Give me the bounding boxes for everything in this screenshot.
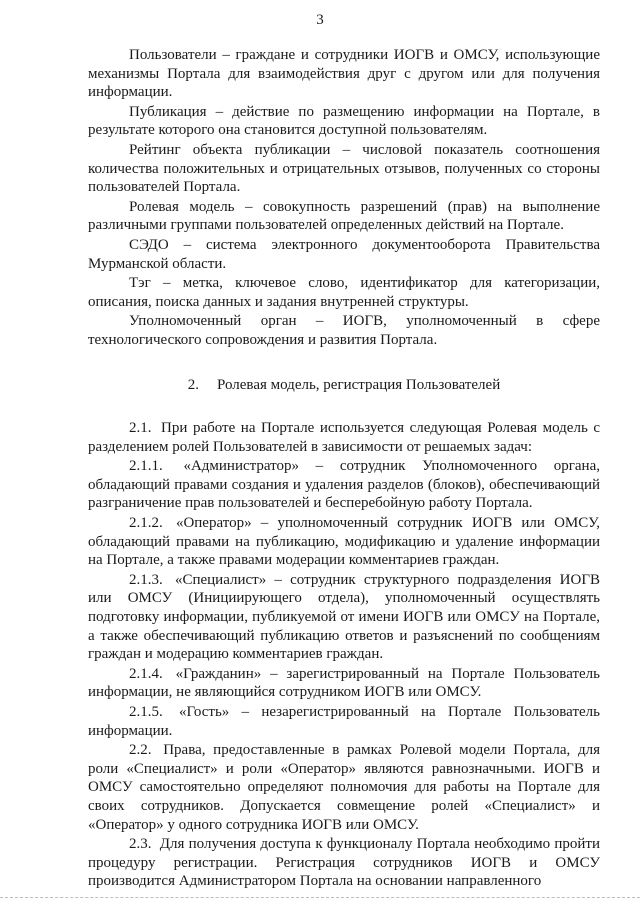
clause-paragraph: [88, 457, 600, 513]
definition-paragraph: Пользователи – граждане и сотрудники ИОГВ и ОМСУ, использующие механизмы Портала для взаимодействия друг с другом или для получения информации.: [88, 47, 600, 101]
clause-number: 2.1.: [129, 420, 152, 437]
clause-number: 2.1.5.: [129, 704, 163, 720]
definition-paragraph: Тэг – метка, ключевое слово, идентификатор для категоризации, описания, поиска данных и задания внутренней структуры.: [88, 275, 600, 310]
clause-text: «Оператор» – уполномоченный сотрудник ИОГВ или ОМСУ, обладающий правами на публикацию, модификацию и удаление информации на Портале, а также правами модерации комментариев граждан.: [88, 515, 601, 569]
definition-paragraph: Уполномоченный орган – ИОГВ, уполномоченный в сфере технологического сопровождения и развития Портала.: [88, 313, 600, 348]
clause-paragraph: [88, 571, 600, 664]
clause-text: «Гражданин» – зарегистрированный на Портале Пользователь информации, не являющийся сотрудником ИОГВ или ОМСУ.: [88, 665, 601, 701]
page-number: 3: [316, 12, 324, 28]
definition-paragraph: Публикация – действие по размещению информации на Портале, в результате которого она становится доступной пользователям.: [88, 103, 600, 139]
clause-number: 2.1.3.: [129, 571, 163, 588]
scan-edge-divider: [0, 897, 640, 898]
clause-text: «Администратор» – сотрудник Уполномоченного органа, обладающий правами создания и удаления разделов (блоков), обеспечивающий разграничение прав пользователей и бесперебойную работу Портала.: [88, 458, 600, 512]
section-heading: [88, 376, 600, 395]
clause-paragraph: [88, 741, 600, 834]
clause-text: «Гость» – незарегистрированный на Портале Пользователь информации.: [88, 704, 600, 739]
section-title: Ролевая модель, регистрация Пользователей: [217, 376, 501, 393]
clause-number: 2.2.: [129, 742, 152, 759]
clause-paragraph: [88, 665, 600, 702]
clause-number: 2.3.: [129, 836, 152, 853]
clause-text: Права, предоставленные в рамках Ролевой модели Портала, для роли «Специалист» и роли «Оператор» являются равнозначными. ИОГВ и ОМСУ самостоятельно определяют полномочия для работы на Портале для своих сотрудников. Допускается совмещение ролей «Специалист» и «Оператор» у одного сотрудника ИОГВ или ОМСУ.: [88, 742, 600, 833]
definition-paragraph: Рейтинг объекта публикации – числовой показатель соотношения количества положительных и отрицательных отзывов, полученных со стороны пользователей Портала.: [88, 141, 600, 196]
clause-text: Для получения доступа к функционалу Портала необходимо пройти процедуру регистрации. Регистрация сотрудников ИОГВ и ОМСУ производится Администратором Портала на основании направленного: [88, 836, 601, 890]
clause-paragraph: [88, 835, 600, 891]
document-body: [88, 46, 600, 892]
clause-text: При работе на Портале используется следующая Ролевая модель с разделением ролей Пользователей в зависимости от решаемых задач:: [88, 420, 600, 455]
clause-number: 2.1.4.: [129, 665, 163, 682]
clause-number: 2.1.1.: [129, 458, 163, 475]
section-number: 2.: [187, 376, 200, 393]
clause-text: «Специалист» – сотрудник структурного подразделения ИОГВ или ОМСУ (Инициирующего отдела), уполномоченный осуществлять подготовку информации, публикуемой от имени ИОГВ или ОМСУ на Портале, а также обеспечивающий публикацию ответов и разъяснений по сообщениям граждан и модерацию комментариев граждан.: [88, 571, 601, 663]
clause-paragraph: [88, 514, 600, 570]
clause-paragraph: [88, 703, 600, 740]
definition-paragraph: СЭДО – система электронного документооборота Правительства Мурманской области.: [88, 236, 600, 272]
definition-paragraph: Ролевая модель – совокупность разрешений (прав) на выполнение различными группами пользователей определенных действий на Портале.: [88, 198, 600, 234]
clause-number: 2.1.2.: [129, 515, 163, 532]
clause-paragraph: [88, 419, 600, 456]
